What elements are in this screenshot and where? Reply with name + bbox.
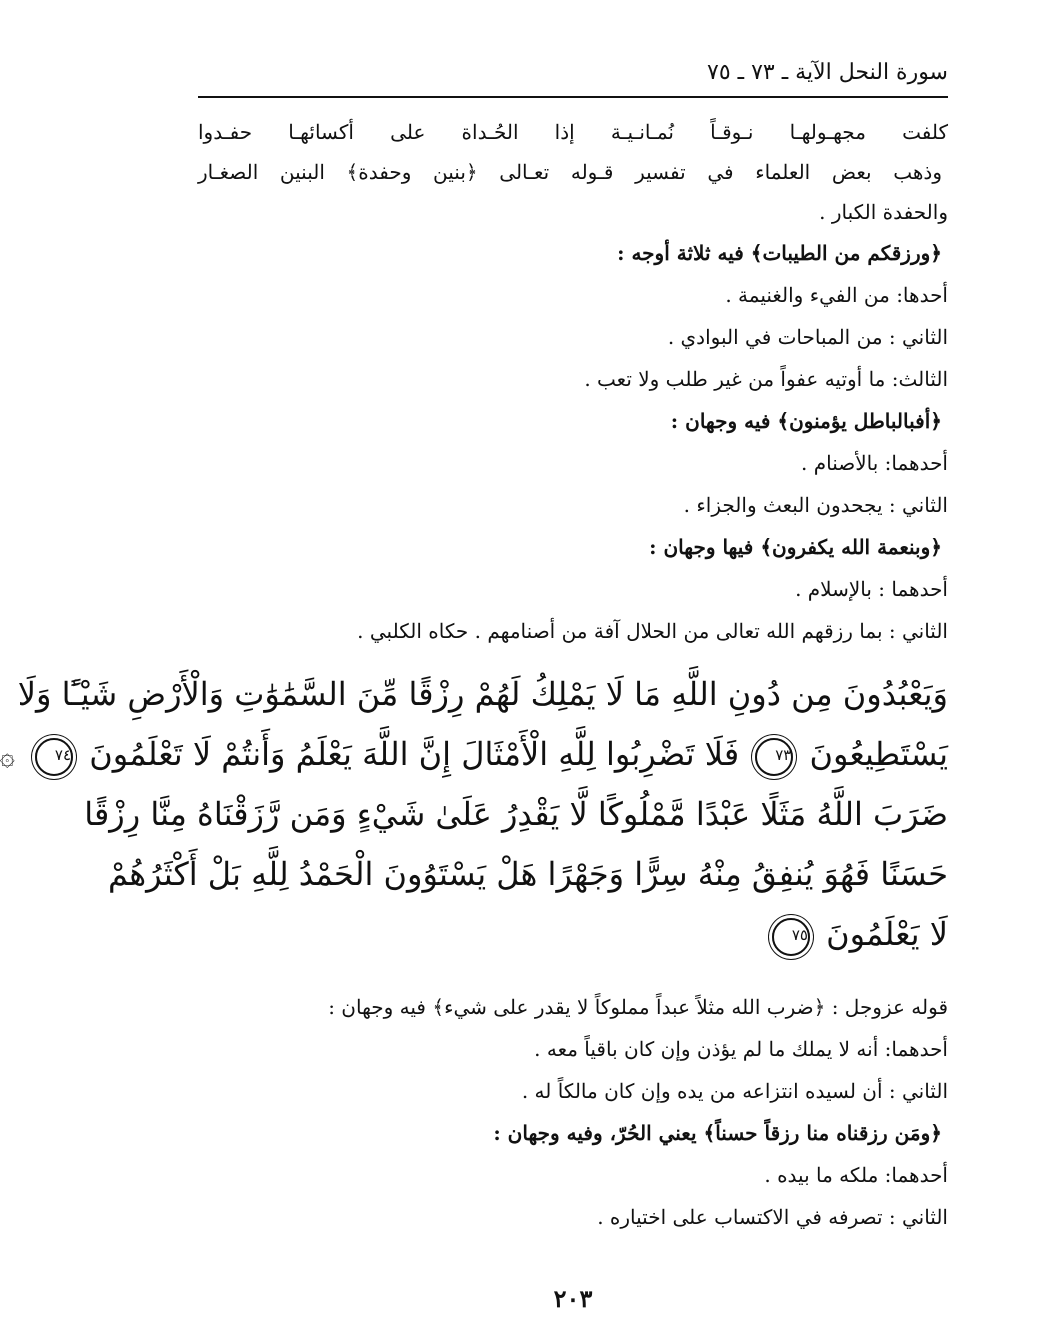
page-body bbox=[0, 112, 948, 1238]
commentary-line: أحدها: من الفيء والغنيمة . bbox=[725, 283, 948, 307]
commentary-line: الثالث: ما أوتيه عفواً من غير طلب ولا تعب . bbox=[584, 367, 948, 391]
commentary-heading bbox=[198, 526, 948, 568]
commentary-line: الثاني : من المباحات في البوادي . bbox=[667, 325, 948, 349]
heading-text: ﴿أفبالباطل يؤمنون﴾ فيه وجهان : bbox=[670, 409, 942, 433]
verse-line: وَيَعْبُدُونَ مِن دُونِ اللَّهِ مَا لَا يَمْلِكُ لَهُمْ رِزْقًا مِّنَ السَّمَٰوَٰتِ وَالْأَرْضِ شَيْـًٔا وَلَا bbox=[17, 675, 948, 713]
verse-text: لَا يَعْلَمُونَ bbox=[826, 915, 948, 953]
commentary-line: وذهب بعض العلماء في تفسير قـوله تعـالى ﴿بنين وحفدة﴾ البنين الصغـار bbox=[198, 160, 942, 184]
verse-line: حَسَنًا فَهُوَ يُنفِقُ مِنْهُ سِرًّا وَجَهْرًا هَلْ يَسْتَوُونَ الْحَمْدُ لِلَّهِ بَلْ أَكْثَرُهُمْ bbox=[107, 855, 948, 893]
commentary-line: الثاني : بما رزقهم الله تعالى من الحلال آفة من أصنامهم . حكاه الكلبي . bbox=[357, 619, 948, 643]
verse-text: يَسْتَطِيعُونَ bbox=[809, 735, 948, 773]
quran-verses bbox=[0, 664, 948, 964]
commentary-line: والحفدة الكبار . bbox=[819, 200, 948, 224]
rub-el-hizb-icon: ۞ bbox=[0, 741, 15, 772]
heading-text: ﴿ومَن رزقناه منا رزقاً حسناً﴾ يعني الحُرّ، وفيه وجهان : bbox=[493, 1121, 942, 1145]
commentary-heading bbox=[198, 400, 948, 442]
commentary-heading bbox=[198, 1112, 948, 1154]
commentary-heading: قوله عزوجل : ﴿ضرب الله مثلاً عبداً مملوكاً لا يقدر على شيء﴾ فيه وجهان : bbox=[328, 995, 948, 1019]
ayah-number-73: ٧٣ bbox=[755, 738, 793, 776]
commentary-line: الثاني : يجحدون البعث والجزاء . bbox=[683, 493, 948, 517]
header-title: سورة النحل الآية ـ ٧٣ ـ ٧٥ bbox=[707, 60, 948, 85]
running-header bbox=[198, 58, 948, 98]
poetry-verse-line: كلفت مجهـولهـا نـوقـاً نُمـانـيـة إذا الحُـداة على أكسائهـا حفـدوا bbox=[198, 120, 948, 144]
verse-line bbox=[0, 724, 948, 784]
commentary-line: الثاني : تصرفه في الاكتساب على اختياره . bbox=[597, 1205, 948, 1229]
verse-text: فَلَا تَضْرِبُوا لِلَّهِ الْأَمْثَالَ إِنَّ اللَّهَ يَعْلَمُ وَأَنتُمْ لَا تَعْلَمُونَ bbox=[89, 735, 740, 773]
commentary-line: أحدهما: بالأصنام . bbox=[801, 451, 948, 475]
ayah-number-74: ٧٤ bbox=[35, 738, 73, 776]
heading-text: ﴿وبنعمة الله يكفرون﴾ فيها وجهان : bbox=[649, 535, 942, 559]
verse-line: ضَرَبَ اللَّهُ مَثَلًا عَبْدًا مَّمْلُوكًا لَّا يَقْدِرُ عَلَىٰ شَيْءٍ وَمَن رَّزَقْنَاهُ مِنَّا رِزْقًا bbox=[84, 795, 948, 833]
commentary-heading bbox=[198, 232, 948, 274]
ayah-number-75: ٧٥ bbox=[772, 918, 810, 956]
commentary-line: الثاني : أن لسيده انتزاعه من يده وإن كان مالكاً له . bbox=[521, 1079, 948, 1103]
heading-text: ﴿ورزقكم من الطيبات﴾ فيه ثلاثة أوجه : bbox=[617, 241, 942, 265]
verse-line bbox=[198, 904, 948, 964]
commentary-bottom bbox=[198, 986, 948, 1238]
commentary-line: أحدهما: أنه لا يملك ما لم يؤذن وإن كان باقياً معه . bbox=[534, 1037, 948, 1061]
commentary-top bbox=[198, 112, 948, 232]
page-number: ٢٠٣ bbox=[553, 1284, 593, 1313]
commentary-line: أحدهما : بالإسلام . bbox=[795, 577, 948, 601]
commentary-section-tayyibat bbox=[198, 232, 948, 652]
commentary-line: أحدهما: ملكه ما بيده . bbox=[764, 1163, 948, 1187]
